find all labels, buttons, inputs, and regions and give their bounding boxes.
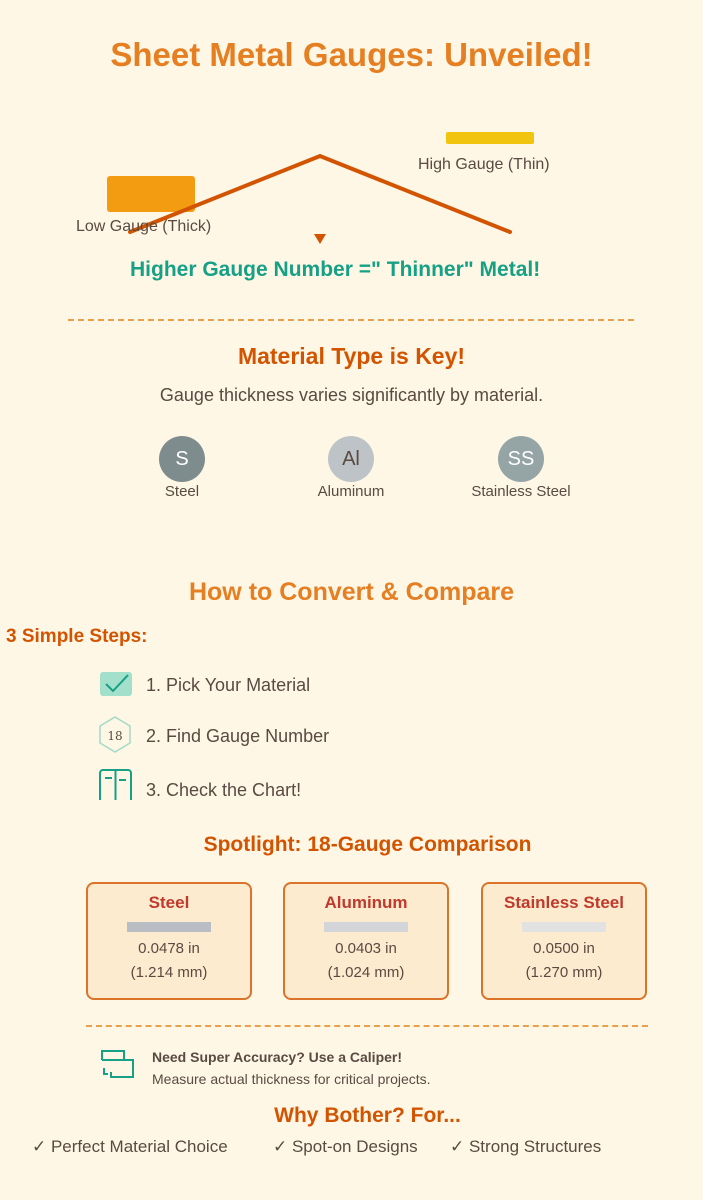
- card-title: Aluminum: [324, 893, 408, 912]
- card-inches: 0.0403 in: [335, 940, 397, 957]
- divider: [86, 1025, 648, 1027]
- high-gauge-label: High Gauge (Thin): [418, 156, 550, 173]
- gauge-caption: Higher Gauge Number =" Thinner" Metal!: [130, 258, 541, 281]
- card-title: Stainless Steel: [503, 893, 624, 912]
- why-heading: Why Bother? For...: [274, 1104, 461, 1127]
- comparison-card-stainless-steel: [481, 882, 647, 1000]
- thin-sheet: [446, 132, 534, 144]
- thickness-bar: [522, 922, 606, 932]
- step-item: 3. Check the Chart!: [146, 780, 302, 800]
- steps-heading: 3 Simple Steps:: [6, 626, 148, 647]
- card-mm: (1.024 mm): [327, 964, 405, 981]
- card-mm: (1.214 mm): [130, 964, 208, 981]
- material-subtitle: Gauge thickness varies significantly by material.: [159, 385, 544, 405]
- card-inches: 0.0500 in: [533, 940, 595, 957]
- tip-text: Measure actual thickness for critical projects.: [152, 1071, 431, 1087]
- material-label: Aluminum: [317, 483, 385, 500]
- thick-sheet: [107, 176, 195, 212]
- thickness-bar: [127, 922, 211, 932]
- card-inches: 0.0478 in: [138, 940, 200, 957]
- thickness-bar: [324, 922, 408, 932]
- divider: [68, 319, 634, 321]
- steel-icon: S: [159, 436, 205, 482]
- stainless-steel-icon: SS: [498, 436, 544, 482]
- card-title: Steel: [148, 893, 190, 912]
- spotlight-heading: Spotlight: 18-Gauge Comparison: [203, 833, 532, 856]
- page-title: Sheet Metal Gauges: Unveiled!: [110, 36, 593, 73]
- step-item: 2. Find Gauge Number: [146, 726, 330, 746]
- benefit-item: ✓ Spot-on Designs: [273, 1137, 418, 1156]
- step-item: 1. Pick Your Material: [146, 675, 311, 695]
- convert-heading: How to Convert & Compare: [188, 578, 515, 606]
- comparison-card-steel: [86, 882, 252, 1000]
- hexagon-badge: 18: [107, 729, 123, 743]
- tip-title: Need Super Accuracy? Use a Caliper!: [152, 1049, 403, 1065]
- benefit-item: ✓ Perfect Material Choice: [32, 1137, 228, 1156]
- arrow-down-icon: [314, 234, 326, 244]
- comparison-card-aluminum: [283, 882, 449, 1000]
- material-heading: Material Type is Key!: [237, 343, 466, 369]
- material-label: Steel: [164, 483, 200, 500]
- step-icons: [98, 670, 134, 800]
- aluminum-icon: Al: [328, 436, 374, 482]
- card-mm: (1.270 mm): [525, 964, 603, 981]
- low-gauge-label: Low Gauge (Thick): [76, 218, 212, 235]
- benefit-item: ✓ Strong Structures: [450, 1137, 602, 1156]
- caliper-icon: [100, 1048, 136, 1080]
- material-label: Stainless Steel: [471, 483, 571, 500]
